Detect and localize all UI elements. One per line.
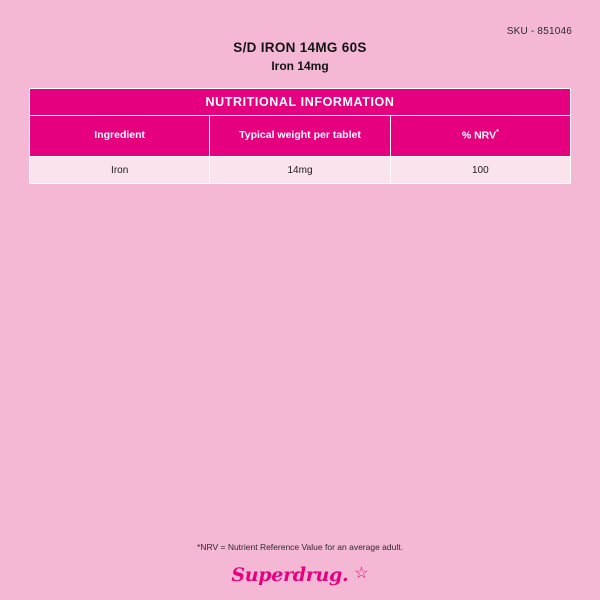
- star-icon: ☆: [354, 565, 369, 582]
- page-title: S/D IRON 14MG 60S: [233, 40, 367, 55]
- nutritional-table: [29, 88, 571, 184]
- nutritional-table-wrapper: [29, 88, 571, 184]
- table-row: [30, 157, 571, 184]
- cell-nrv: 100: [390, 157, 570, 184]
- column-header-ingredient: Ingredient: [30, 116, 210, 157]
- brand-logo-text: Superdrug.: [231, 564, 349, 586]
- column-header-nrv: [390, 116, 570, 157]
- sku-code: SKU - 851046: [506, 26, 572, 37]
- nrv-asterisk: *: [496, 129, 499, 137]
- table-header-row: [30, 116, 571, 157]
- column-header-nrv-label: % NRV: [461, 129, 497, 142]
- table-banner-row: [30, 89, 571, 116]
- cell-ingredient: Iron: [30, 157, 210, 184]
- column-header-typical-weight: Typical weight per tablet: [210, 116, 390, 157]
- table-banner-title: NUTRITIONAL INFORMATION: [30, 89, 571, 116]
- nrv-footnote: *NRV = Nutrient Reference Value for an average adult.: [197, 542, 403, 552]
- cell-weight: 14mg: [210, 157, 390, 184]
- page-subtitle: Iron 14mg: [271, 58, 329, 73]
- title-block: [0, 38, 600, 75]
- brand-logo: [0, 564, 600, 586]
